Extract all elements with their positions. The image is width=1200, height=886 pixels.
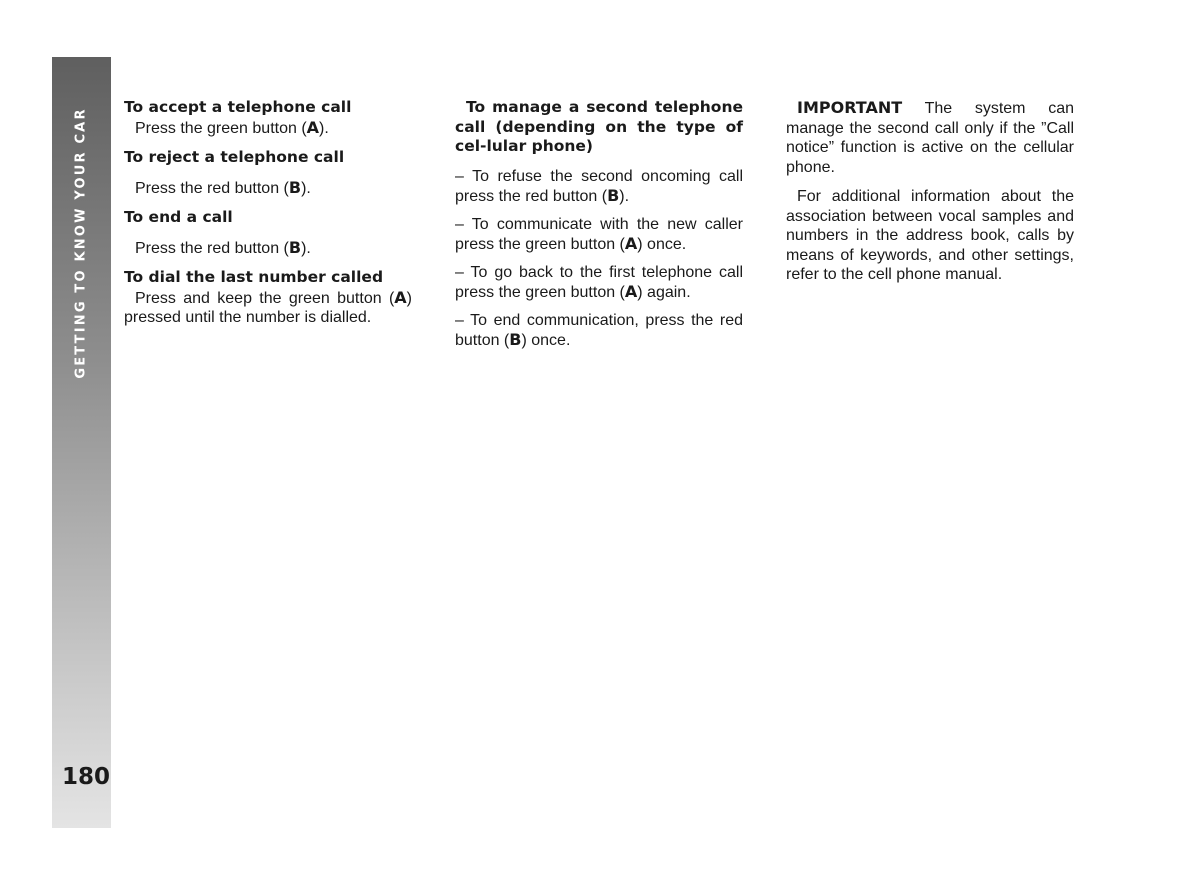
section-title: GETTING TO KNOW YOUR CAR [73, 107, 89, 379]
button-a-label: A [394, 287, 407, 307]
button-a-label: A [306, 117, 320, 137]
end-call-heading: To end a call [124, 208, 233, 226]
column-3 [786, 98, 1074, 285]
list-item: – To communicate with the new caller press the green button (A) once. [455, 215, 743, 253]
page-number: 180 [62, 764, 111, 790]
button-b-label: B [288, 177, 302, 197]
list-item: – To refuse the second oncoming call press the red button (B). [455, 167, 743, 205]
dial-last-heading: To dial the last number called [124, 268, 384, 286]
list-item: – To go back to the first telephone call press the green button (A) again. [455, 263, 743, 301]
column-1 [124, 98, 412, 328]
important-note: IMPORTANT The system can manage the second call only if the ”Call notice” function is active on the cellular phone. [786, 98, 1074, 176]
accept-call-heading: To accept a telephone call [124, 98, 352, 116]
list-item: – To end communication, press the red button (B) once. [455, 311, 743, 349]
additional-info-text: For additional information about the association between vocal samples and numbers in the address book, calls by means of keywords, and other settings, refer to the cell phone manual. [786, 188, 1074, 283]
reject-call-heading: To reject a telephone call [124, 148, 345, 166]
end-call-text: Press the red button (B). [135, 237, 311, 257]
button-b-label: B [288, 237, 302, 257]
column-2 [455, 98, 743, 351]
accept-call-text: Press the green button (A). [135, 117, 329, 137]
reject-call-text: Press the red button (B). [135, 177, 311, 197]
dial-last-text: Press and keep the green button (A) pressed until the number is dialled. [124, 287, 412, 326]
second-call-heading: To manage a second telephone call (depending on the type of cel-lular phone) [455, 98, 743, 155]
important-label: IMPORTANT [797, 98, 903, 117]
